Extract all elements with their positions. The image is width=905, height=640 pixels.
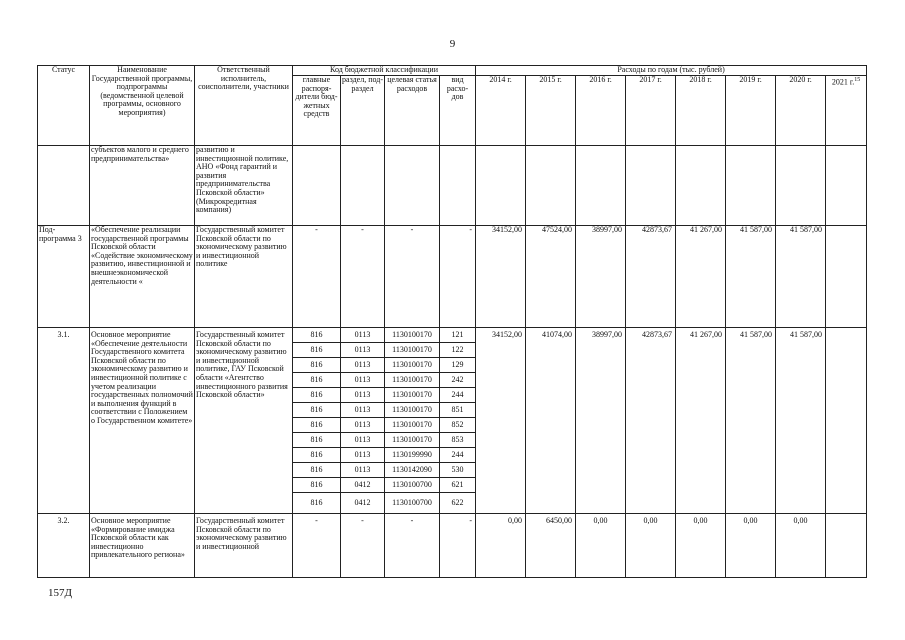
header-status: Статус — [38, 66, 90, 146]
cell-section: 0113 — [341, 328, 385, 343]
header-year-2021-footnote: 15 — [854, 77, 861, 83]
cell-target-article: - — [385, 226, 440, 328]
cell-empty — [476, 146, 526, 226]
cell-expense-type: 122 — [440, 343, 476, 358]
cell-target-article: 1130100170 — [385, 358, 440, 373]
header-section: раздел, под-раздел — [341, 76, 385, 146]
cell-target-article: 1130100170 — [385, 388, 440, 403]
cell-status: Под-программа 3 — [38, 226, 90, 328]
header-year-2017: 2017 г. — [626, 76, 676, 146]
cell-main-manager: 816 — [293, 433, 341, 448]
cell-section: 0412 — [341, 493, 385, 514]
cell-value-2016: 38997,00 — [576, 226, 626, 328]
cell-main-manager: 816 — [293, 418, 341, 433]
cell-value-2017: 42873,67 — [626, 226, 676, 328]
cell-section: 0412 — [341, 478, 385, 493]
cell-section: 0113 — [341, 448, 385, 463]
cell-main-manager: 816 — [293, 343, 341, 358]
header-expense-type: вид расхо-дов — [440, 76, 476, 146]
cell-value-2014: 34152,00 — [476, 328, 526, 514]
cell-section: 0113 — [341, 358, 385, 373]
header-target-article: целевая статья расходов — [385, 76, 440, 146]
cell-target-article: 1130100170 — [385, 328, 440, 343]
cell-empty — [826, 146, 867, 226]
cell-value-2017: 0,00 — [626, 514, 676, 578]
cell-main-manager: - — [293, 514, 341, 578]
cell-executor: Государственный комитет Псковской области по экономическому развитию и инвестиционной — [195, 514, 293, 578]
cell-value-2014: 0,00 — [476, 514, 526, 578]
cell-empty — [440, 146, 476, 226]
cell-section: 0113 — [341, 418, 385, 433]
cell-main-manager: - — [293, 226, 341, 328]
cell-status: 3.1. — [38, 328, 90, 514]
cell-target-article: 1130100170 — [385, 433, 440, 448]
cell-main-manager: 816 — [293, 373, 341, 388]
cell-target-article: 1130142090 — [385, 463, 440, 478]
cell-target-article: 1130100170 — [385, 373, 440, 388]
cell-expense-type: 851 — [440, 403, 476, 418]
cell-expense-type: 244 — [440, 388, 476, 403]
cell-expense-type: 242 — [440, 373, 476, 388]
header-year-2015: 2015 г. — [526, 76, 576, 146]
header-main-manager: главные распоря-дители бюд-жетных средств — [293, 76, 341, 146]
budget-table — [37, 65, 867, 578]
cell-executor: развитию и инвестиционной политике, АНО «Фонд гарантий и развития предпринимательства Псковской области» (Микрокредитная компания) — [195, 146, 293, 226]
cell-main-manager: 816 — [293, 448, 341, 463]
cell-main-manager: 816 — [293, 493, 341, 514]
table-row-continuation — [38, 146, 867, 226]
cell-expense-type: 621 — [440, 478, 476, 493]
cell-expense-type: 852 — [440, 418, 476, 433]
cell-value-2021 — [826, 328, 867, 514]
cell-target-article: - — [385, 514, 440, 578]
cell-status: 3.2. — [38, 514, 90, 578]
cell-empty — [626, 146, 676, 226]
cell-value-2018: 41 267,00 — [676, 226, 726, 328]
header-expenses-by-year: Расходы по годам (тыс. рублей) — [476, 66, 867, 76]
header-year-2018: 2018 г. — [676, 76, 726, 146]
header-year-2020: 2020 г. — [776, 76, 826, 146]
cell-status — [38, 146, 90, 226]
cell-target-article: 1130100170 — [385, 403, 440, 418]
cell-value-2020: 41 587,00 — [776, 226, 826, 328]
cell-value-2014: 34152,00 — [476, 226, 526, 328]
cell-value-2015: 47524,00 — [526, 226, 576, 328]
header-year-2021-label: 2021 г. — [831, 77, 855, 87]
cell-value-2019: 0,00 — [726, 514, 776, 578]
header-name: Наименование Государственной программы, подпрограммы (ведомственной целевой программы, основного мероприятия) — [90, 66, 195, 146]
cell-empty — [676, 146, 726, 226]
cell-expense-type: 121 — [440, 328, 476, 343]
cell-empty — [385, 146, 440, 226]
header-budget-code: Код бюджетной классификации — [293, 66, 476, 76]
cell-empty — [293, 146, 341, 226]
header-year-2014: 2014 г. — [476, 76, 526, 146]
header-row-1 — [38, 66, 867, 76]
cell-section: 0113 — [341, 463, 385, 478]
cell-empty — [776, 146, 826, 226]
cell-main-manager: 816 — [293, 463, 341, 478]
header-year-2019: 2019 г. — [726, 76, 776, 146]
cell-value-2020: 0,00 — [776, 514, 826, 578]
cell-value-2018: 0,00 — [676, 514, 726, 578]
cell-target-article: 1130100170 — [385, 343, 440, 358]
cell-name: «Обеспечение реализации государственной программы Псковской области «Содействие экономическому развитию, инвестиционной и внешнеэкономической деятельности « — [90, 226, 195, 328]
cell-section: 0113 — [341, 343, 385, 358]
cell-section: 0113 — [341, 433, 385, 448]
cell-value-2017: 42873,67 — [626, 328, 676, 514]
cell-empty — [526, 146, 576, 226]
cell-expense-type: 244 — [440, 448, 476, 463]
cell-target-article: 1130199990 — [385, 448, 440, 463]
cell-expense-type: 853 — [440, 433, 476, 448]
cell-section: 0113 — [341, 373, 385, 388]
cell-value-2015: 41074,00 — [526, 328, 576, 514]
cell-target-article: 1130100170 — [385, 418, 440, 433]
cell-value-2021 — [826, 226, 867, 328]
header-executor: Ответственный исполнитель, соисполнители, участники — [195, 66, 293, 146]
cell-value-2016: 38997,00 — [576, 328, 626, 514]
header-year-2021 — [826, 76, 867, 146]
cell-name: Основное мероприятие «Формирование имиджа Псковской области как инвестиционно привлекательного региона» — [90, 514, 195, 578]
cell-section: - — [341, 226, 385, 328]
cell-value-2016: 0,00 — [576, 514, 626, 578]
table-row-subprogram-3 — [38, 226, 867, 328]
cell-expense-type: 622 — [440, 493, 476, 514]
cell-empty — [726, 146, 776, 226]
cell-main-manager: 816 — [293, 478, 341, 493]
cell-value-2019: 41 587,00 — [726, 328, 776, 514]
cell-main-manager: 816 — [293, 328, 341, 343]
cell-target-article: 1130100700 — [385, 478, 440, 493]
cell-section: 0113 — [341, 388, 385, 403]
cell-main-manager: 816 — [293, 403, 341, 418]
page-number: 9 — [449, 38, 456, 50]
cell-expense-type: - — [440, 226, 476, 328]
cell-executor: Государственный комитет Псковской области по экономическому развитию и инвестиционной политике, ГАУ Псковской области «Агентство инвестиционного развития Псковской области» — [195, 328, 293, 514]
cell-main-manager: 816 — [293, 358, 341, 373]
header-year-2016: 2016 г. — [576, 76, 626, 146]
cell-section: 0113 — [341, 403, 385, 418]
cell-value-2019: 41 587,00 — [726, 226, 776, 328]
cell-name: Основное мероприятие «Обеспечение деятельности Государственного комитета Псковской области по экономическому развитию и инвестиционной политике с учетом реализации государственных полномочий и выполнения функций в соответствии с Положением о Государственном комитете» — [90, 328, 195, 514]
footer-code: 157Д — [48, 587, 73, 599]
cell-expense-type: 129 — [440, 358, 476, 373]
cell-empty — [576, 146, 626, 226]
cell-name: субъектов малого и среднего предпринимательства» — [90, 146, 195, 226]
table-row-3-1 — [38, 328, 867, 343]
cell-value-2020: 41 587,00 — [776, 328, 826, 514]
cell-executor: Государственный комитет Псковской области по экономическому развитию и инвестиционной политике — [195, 226, 293, 328]
cell-expense-type: 530 — [440, 463, 476, 478]
cell-value-2021 — [826, 514, 867, 578]
cell-empty — [341, 146, 385, 226]
cell-expense-type: - — [440, 514, 476, 578]
cell-value-2018: 41 267,00 — [676, 328, 726, 514]
cell-target-article: 1130100700 — [385, 493, 440, 514]
cell-value-2015: 6450,00 — [526, 514, 576, 578]
cell-section: - — [341, 514, 385, 578]
cell-main-manager: 816 — [293, 388, 341, 403]
table-row-3-2 — [38, 514, 867, 578]
